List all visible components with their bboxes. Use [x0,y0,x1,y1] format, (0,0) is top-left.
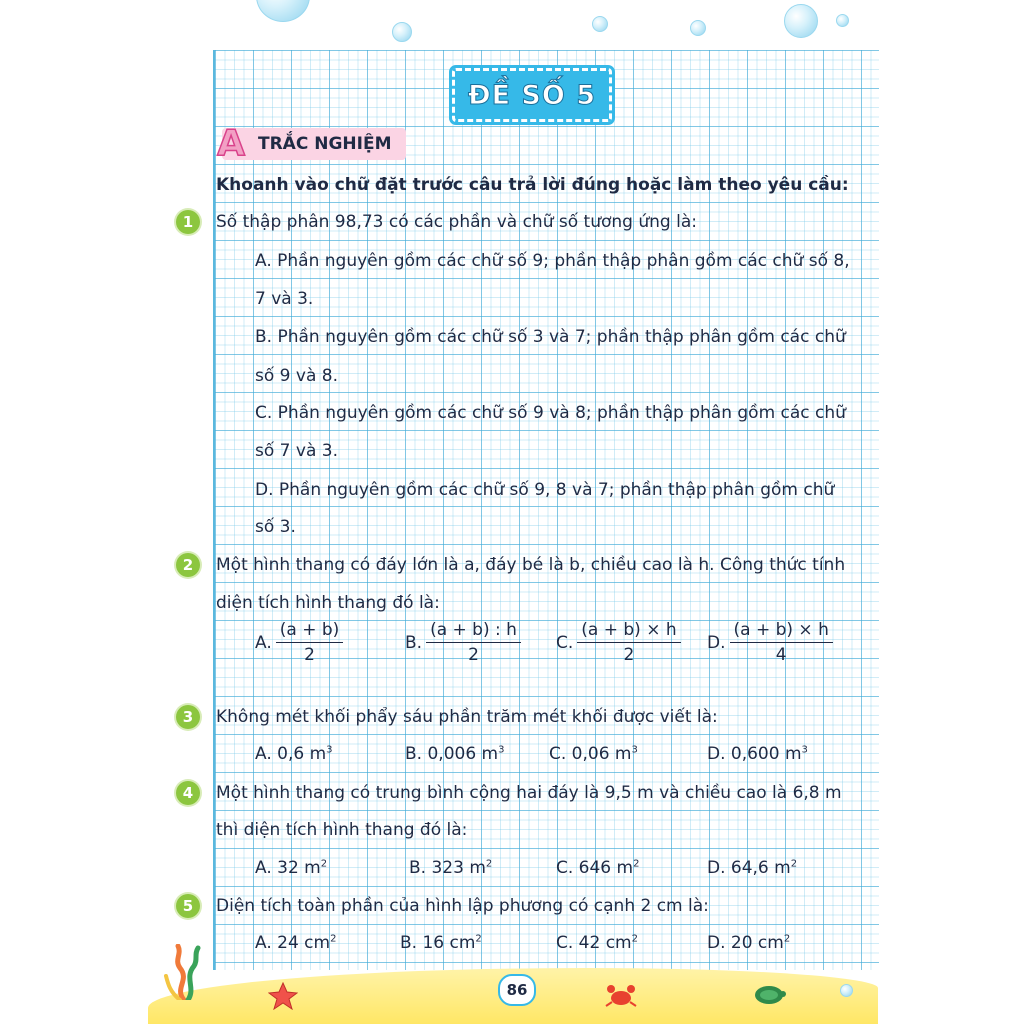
option-exponent: 2 [330,933,337,945]
option-text: C. 42 cm [556,933,632,953]
option-c [549,744,638,764]
option-exponent: 3 [326,744,333,756]
option-line: 7 và 3. [255,289,314,309]
option-a [255,858,327,878]
option-exponent: 3 [631,744,638,756]
exam-title-badge [452,68,612,122]
option-exponent: 2 [790,858,798,870]
option-exponent: 2 [320,858,328,870]
option-text: A. 0,6 m [255,744,327,764]
option-c [556,933,638,953]
option-exponent: 3 [801,744,808,756]
fraction-denominator: 2 [468,645,479,665]
bubble-decoration [840,984,853,997]
question-text: Số thập phân 98,73 có các phần và chữ số tương ứng là: [216,212,697,232]
question-number-badge: 3 [176,705,200,729]
option-a [255,744,333,764]
seaweed-icon [160,944,208,1000]
question-number-badge: 2 [176,553,200,577]
question-text: Không mét khối phẩy sáu phần trăm mét khối được viết là: [216,707,718,727]
question-number-badge: 4 [176,781,200,805]
exam-title: ĐỀ SỐ 5 [467,79,597,111]
option-text: D. 20 cm [707,933,784,953]
instruction-text: Khoanh vào chữ đặt trước câu trả lời đúng hoặc làm theo yêu cầu: [216,175,849,195]
question-number-badge: 1 [176,210,200,234]
option-line: C. Phần nguyên gồm các chữ số 9 và 8; phần thập phân gồm các chữ [255,403,846,423]
fraction-denominator: 4 [775,645,787,665]
option-exponent: 2 [485,858,493,870]
option-letter: B. [405,632,423,653]
option-text: A. 24 cm [255,933,331,953]
option-text: B. 323 m [409,858,486,878]
option-fraction-c [556,620,681,665]
option-letter: D. [707,632,726,653]
option-line: D. Phần nguyên gồm các chữ số 9, 8 và 7; phần thập phân gồm chữ [255,480,835,500]
question-text: Diện tích toàn phần của hình lập phương có cạnh 2 cm là: [216,896,709,916]
option-text: C. 646 m [556,858,634,878]
option-exponent: 2 [631,933,638,945]
option-b [400,933,482,953]
option-letter: A. [255,632,272,653]
option-c [556,858,639,878]
option-text: D. 64,6 m [707,858,791,878]
option-exponent: 2 [783,933,791,945]
fraction-numerator: (a + b) : h [426,620,521,643]
option-line: A. Phần nguyên gồm các chữ số 9; phần thập phân gồm các chữ số 8, [255,251,850,271]
option-b [409,858,492,878]
option-a [255,933,336,953]
fraction-denominator: 2 [304,645,315,665]
page-number: 86 [498,974,536,1006]
question-number-badge: 5 [176,894,200,918]
turtle-icon [752,982,786,1006]
option-line: B. Phần nguyên gồm các chữ số 3 và 7; phần thập phân gồm các chữ [255,327,846,347]
option-text: B. 16 cm [400,933,476,953]
bubble-decoration [392,22,412,42]
option-d [707,744,808,764]
option-text: D. 0,600 m [707,744,802,764]
bubble-decoration [256,0,310,22]
option-exponent: 2 [633,858,640,870]
option-fraction-b [405,620,521,665]
option-fraction-d [707,620,833,665]
bubble-decoration [836,14,849,27]
starfish-icon [268,982,298,1010]
option-fraction-a [255,620,343,665]
section-letter: A [217,123,245,164]
option-line: số 3. [255,517,296,537]
question-text: thì diện tích hình thang đó là: [216,820,468,840]
section-label: TRẮC NGHIỆM [258,134,392,154]
bubble-decoration [784,4,818,38]
bubble-decoration [592,16,608,32]
question-text: Một hình thang có đáy lớn là a, đáy bé là b, chiều cao là h. Công thức tính [216,555,846,575]
option-exponent: 2 [475,933,482,945]
question-text: Một hình thang có trung bình cộng hai đáy là 9,5 m và chiều cao là 6,8 m [216,783,842,803]
crab-icon [604,982,638,1008]
option-d [707,933,790,953]
bubble-decoration [690,20,706,36]
fraction-numerator: (a + b) [276,620,344,643]
option-line: số 9 và 8. [255,366,338,386]
fraction-denominator: 2 [623,645,635,665]
option-line: số 7 và 3. [255,441,338,461]
option-letter: C. [556,632,574,653]
option-text: C. 0,06 m [549,744,632,764]
question-text: diện tích hình thang đó là: [216,593,440,613]
option-text: B. 0,006 m [405,744,499,764]
option-text: A. 32 m [255,858,321,878]
option-d [707,858,797,878]
fraction-numerator: (a + b) × h [577,620,680,643]
fraction-numerator: (a + b) × h [730,620,833,643]
option-b [405,744,504,764]
option-exponent: 3 [498,744,505,756]
